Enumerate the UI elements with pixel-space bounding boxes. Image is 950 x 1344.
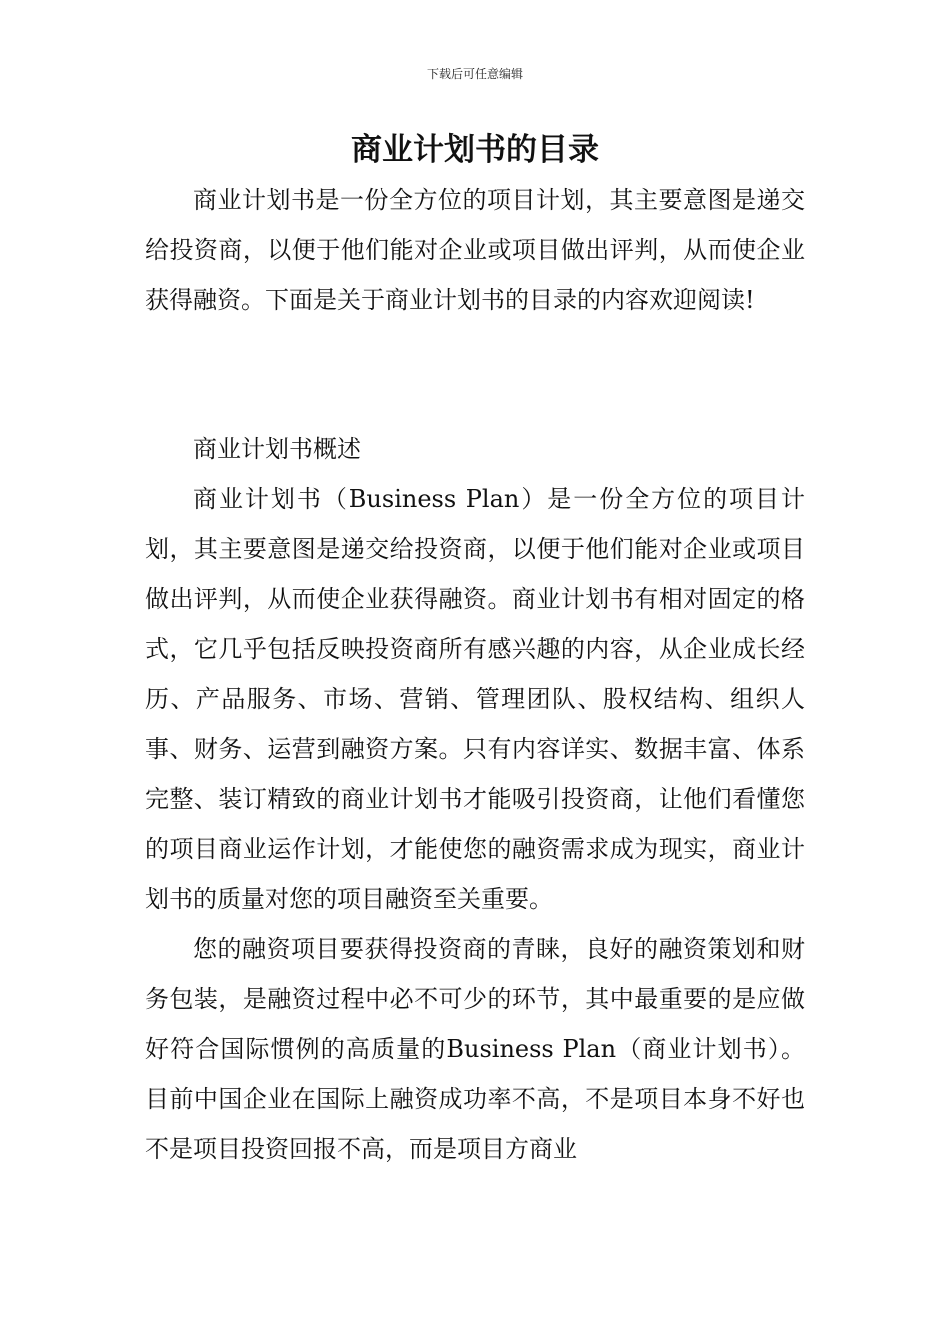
section-heading: 商业计划书概述 [193, 435, 361, 463]
body-paragraph-1: 商业计划书（Business Plan）是一份全方位的项目计划，其主要意图是递交给投资商，以便于他们能对企业或项目做出评判，从而使企业获得融资。商业计划书有相对固定的格式，它几乎包括反映投资商所有感兴趣的内容，从企业成长经历、产品服务、市场、营销、管理团队、股权结构、组织人事、财务、运营到融资方案。只有内容详实、数据丰富、体系完整、装订精致的商业计划书才能吸引投资商，让他们看懂您的项目商业运作计划，才能使您的融资需求成为现实，商业计划书的质量对您的项目融资至关重要。 [145, 485, 805, 913]
document-title: 商业计划书的目录 [351, 132, 599, 168]
intro-block [145, 175, 805, 325]
main-body [145, 474, 805, 1174]
header-note: 下载后可任意编辑 [426, 67, 523, 81]
intro-paragraph: 商业计划书是一份全方位的项目计划，其主要意图是递交给投资商，以便于他们能对企业或项目做出评判，从而使企业获得融资。下面是关于商业计划书的目录的内容欢迎阅读! [145, 186, 805, 314]
body-paragraph-2: 您的融资项目要获得投资商的青睐，良好的融资策划和财务包装，是融资过程中必不可少的环节，其中最重要的是应做好符合国际惯例的高质量的Business Plan（商业计划书）。目前中国企业在国际上融资成功率不高，不是项目本身不好也不是项目投资回报不高，而是项目方商业 [145, 935, 805, 1163]
